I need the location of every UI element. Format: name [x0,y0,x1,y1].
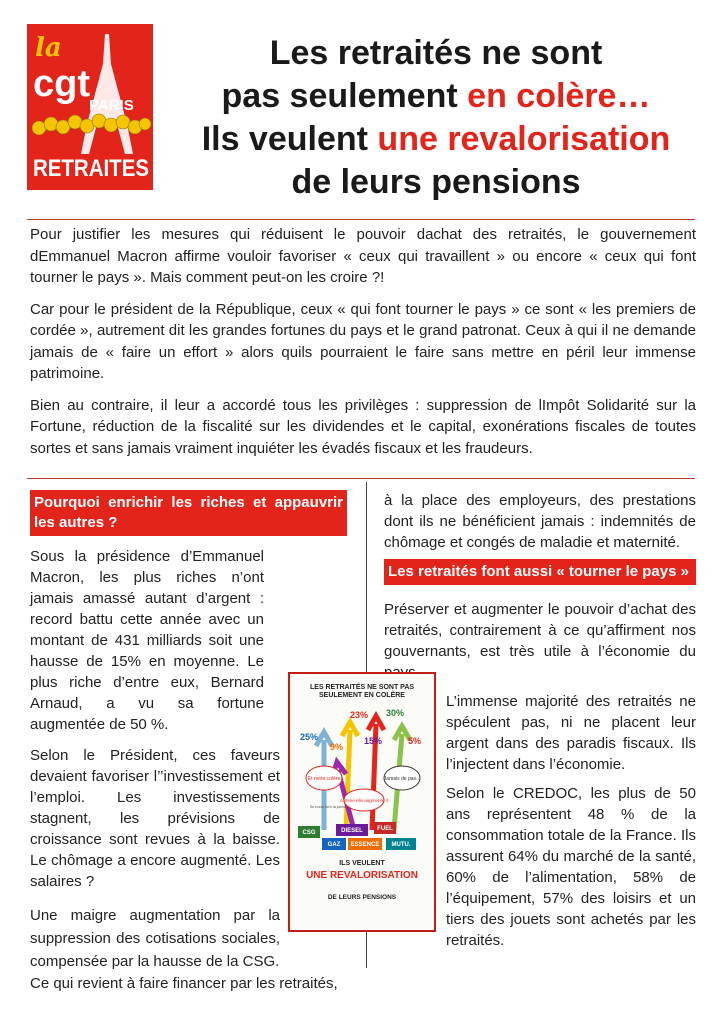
right-paragraph-0: à la place des employeurs, des prestations dont ils ne bénéficient jamais : indemnités de chômage et congés de maladie et maternité. [384,492,696,551]
poster-illustration [294,700,430,858]
intro-section [30,224,696,469]
section-heading-tourner: Les retraités font aussi « tourner le pays » [384,559,696,585]
right-paragraph-1: Préserver et augmenter le pouvoir d’achat des retraités, contrairement à ce qu’affirment nos gouvernants, est très utile à l’économie du [384,601,696,660]
intro-paragraph-3: Bien au contraire, il leur a accordé tous les privilèges : suppression de lImpôt Solidarité sur la Fortune, réduction de la fiscalité sur les dividendes et le capital, exonérations fiscales de toutes sortes et sans jamais vraiment inquiéter les évadés fiscaux et les fraudeurs. [30,396,696,457]
poster-bubble-4: comme elle augmente !! [339,798,389,803]
title-line-4: de leurs pensions [291,163,581,201]
poster-image [288,672,436,932]
poster-sub-3: DE LEURS PENSIONS [327,894,397,901]
poster-block-5: MUTU. [391,842,411,848]
section-heading-enrichir: Pourquoi enrichir les riches et appauvrir les autres ? [30,490,347,536]
title-line-3-red: une revalorisation [377,120,671,158]
poster-block-4: FUEL [377,826,393,832]
poster-block-3: ESSENCE [350,842,380,848]
poster-pct-2: 23% [350,710,369,720]
poster-pct-3: 30% [386,708,405,718]
poster-pct-6: 9% [330,742,344,752]
poster-pct-1: 25% [300,732,319,742]
title-line-3-prefix: Ils veulent [201,120,378,158]
title-line-2 [160,75,712,118]
logo-paris: PARIS [89,97,134,114]
right-paragraph-3: Selon le CREDOC, les plus de 50 ans représentent 48 % de la consommation totale de la France. Ils assurent 64% du marché de la santé, 60% de l’alimentation, 58% de l’équipement, 57% des loisirs et un tiers des jouets sont achetés par les retraités. [446,785,696,949]
poster-bubble-2: Et notre colère [307,776,341,782]
left-paragraph-3: Une maigre augmentation par la suppression des cotisations sociales, compensée par la hausse de la CSG. [30,907,280,970]
title-line-3 [160,118,712,161]
title-line-1: Les retraités ne sont [269,34,603,72]
poster-sub-1: ILS VEULENT [339,860,385,867]
poster-block-2: DIESEL [341,828,363,834]
logo-retraites: RETRAITES [33,155,149,182]
poster-pct-4: 5% [408,736,422,746]
logo-cgt: cgt [33,63,90,105]
poster-pct-5: 15% [364,736,383,746]
poster-bubble-1: Ils nous font la peau ! [310,804,349,809]
title-line-2-red: en colère… [467,77,651,115]
left-paragraph-1: Sous la présidence d’Emmanuel Macron, les plus riches n’ont jamais amassé autant d’argent : record battu cette année avec un montant de 431 milliards soit une hausse de 15% en moyenne. Le plus riche d’entre eux, Bernard Arnaud, a vu sa fortune augmentée de 50 %. [30,548,264,733]
page-title [160,32,712,204]
poster-bubble-3: Jamais de pas... [383,776,421,782]
poster-block-0: CSG [302,830,316,836]
intro-paragraph-2: Car pour le président de la République, ceux « qui font tourner le pays » ce sont « les premiers de cordée », autrement dit les grandes fortunes du pays et le grand patronat. Ceux à qui il ne demande jamais de « faire un effort » alors quils pourraient le faire sans mettre en péril leur immense patrimoine. [30,300,696,382]
poster-top-text: LES RETRAITÉS NE SONT PAS SEULEMENT EN COLÈRE [309,684,415,699]
top-divider [27,219,695,220]
left-paragraph-2: Selon le Président, ces faveurs devaient favoriser l’’investissement et l’emploi. Les investissements stagnent, les prévisions de croissance sont revues à la baisse. Le chômage a encore augmenté. Les salaires ? [30,747,280,890]
right-paragraph-2: L’immense majorité des retraités ne spéculent pas, ni ne placent leur argent dans des paradis fiscaux. Ils l’injectent dans l’économie. [446,693,696,773]
middle-divider [27,478,695,479]
intro-paragraph-1: Pour justifier les mesures qui réduisent le pouvoir dachat des retraités, le gouvernement dEmmanuel Macron affirme vouloir favoriser « ceux qui travaillent » ou encore « ceux qui font tourner le pays ». Mais comment peut-on les croire ?! [30,226,696,286]
cgt-paris-retraites-logo [27,24,153,190]
left-paragraph-4: Ce qui revient à faire financer par les retraités, [30,975,338,992]
logo-la: la [35,33,62,63]
poster-block-1: GAZ [327,842,341,848]
poster-sub-2: UNE REVALORISATION [306,870,418,881]
title-line-2-prefix: pas seulement [221,77,468,115]
